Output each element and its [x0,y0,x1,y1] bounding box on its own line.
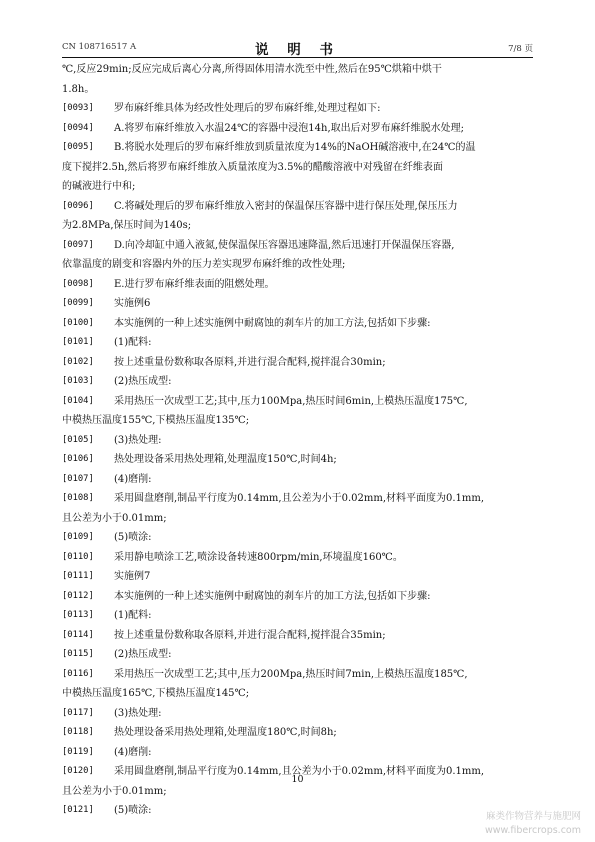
paragraph-text: 热处理设备采用热处理箱,处理温度180℃,时间8h; [114,727,337,738]
paragraph [62,704,530,724]
watermark-line: www.fibercrops.com [484,825,581,836]
paragraph-number: [0121] [62,805,94,815]
paragraph-text: 且公差为小于0.01mm; [62,785,167,797]
paragraph-number: [0093] [62,103,94,113]
paragraph-text: 按上述重量份数称取各原料,并进行混合配料,搅拌混合30min; [114,356,386,368]
document-body [62,60,530,821]
paragraph-number: [0106] [62,454,94,464]
paragraph-number: [0097] [62,239,94,250]
paragraph-number: [0113] [62,610,94,620]
paragraph [62,392,530,412]
continuation-line: 1.8h。 [62,83,95,95]
paragraph-text: 度下搅拌2.5h,然后将罗布麻纤维放入质量浓度为3.5%的醋酸溶液中对残留在纤维表面 [62,161,443,173]
paragraph [62,587,530,607]
paragraph-text: 采用静电喷涂工艺,喷涂设备转速800rpm/min,环境温度160℃。 [114,551,403,563]
paragraph-number: [0120] [62,766,94,776]
paragraph-number: [0099] [62,298,94,308]
paragraph-text: (2)热压成型: [114,649,172,660]
paragraph-text: 实施例6 [114,298,151,309]
paragraph [62,138,530,158]
paragraph-number: [0118] [62,727,94,737]
paragraph-text: 罗布麻纤维具体为经改性处理后的罗布麻纤维,处理过程如下: [114,103,381,114]
paragraph-number: [0100] [62,317,94,328]
paragraph-text: 热处理设备采用热处理箱,处理温度150℃,时间4h; [114,454,337,465]
paragraph [62,606,530,626]
paragraph-number: [0094] [62,122,94,133]
paragraph-text: 依靠温度的剧变和容器内外的压力差实现罗布麻纤维的改性处理; [62,259,346,270]
paragraph-number: [0111] [62,571,94,581]
paragraph-text: D.向冷却缸中通入液氮,使保温保压容器迅速降温,然后迅速打开保温保压容器, [114,239,455,251]
patent-number: CN 108716517 A [62,42,137,52]
paragraph-number: [0117] [62,707,94,718]
paragraph-text: E.进行罗布麻纤维表面的阻燃处理。 [114,278,275,290]
paragraph-text: C.将碱处理后的罗布麻纤维放入密封的保温保压容器中进行保压处理,保压压力 [114,200,458,212]
paragraph-text: 中模热压温度165℃,下模热压温度145℃; [62,688,250,699]
paragraph-number: [0109] [62,532,94,542]
paragraph-number: [0102] [62,356,94,367]
paragraph-text: 采用热压一次成型工艺;其中,压力100Mpa,热压时间6min,上模热压温度175℃, [114,395,468,407]
paragraph-continuation [62,216,530,236]
paragraph-number: [0098] [62,278,94,289]
paragraph-number: [0110] [62,551,94,562]
paragraph-continuation [62,177,530,197]
paragraph [62,489,530,509]
watermark-line: 麻类作物营养与施肥网 [485,811,581,822]
paragraph-text: A.将罗布麻纤维放入水温24℃的容器中浸泡14h,取出后对罗布麻纤维脱水处理; [114,122,465,134]
paragraph [62,665,530,685]
paragraph-text: 本实施例的一种上述实施例中耐腐蚀的刹车片的加工方法,包括如下步骤: [114,590,431,602]
paragraph-number: [0101] [62,337,94,347]
paragraph [62,197,530,217]
paragraph [62,528,530,548]
paragraph [62,314,530,334]
paragraph-number: [0119] [62,746,94,757]
paragraph-continuation [62,411,530,431]
paragraph-text: (1)配料: [114,610,152,621]
paragraph-text: 本实施例的一种上述实施例中耐腐蚀的刹车片的加工方法,包括如下步骤: [114,317,431,329]
paragraph-number: [0096] [62,200,94,211]
paragraph [62,275,530,295]
paragraph-text: B.将脱水处理后的罗布麻纤维放到质量浓度为14%的NaOH碱溶液中,在24℃的温 [114,142,476,153]
paragraph-text: 采用圆盘磨削,制品平行度为0.14mm,且公差为小于0.02mm,材料平面度为0.1mm, [114,493,485,504]
paragraph [62,801,530,821]
paragraph [62,119,530,139]
paragraph-text: (5)喷涂: [114,805,152,816]
paragraph-continuation [62,158,530,178]
paragraph [62,743,530,763]
paragraph [62,99,530,119]
paragraph [62,645,530,665]
paragraph-text: 采用圆盘磨削,制品平行度为0.14mm,且公差为小于0.02mm,材料平面度为0.1mm, [114,766,485,777]
paragraph-text: 且公差为小于0.01mm; [62,512,167,524]
paragraph-number: [0112] [62,590,94,601]
paragraph [62,567,530,587]
paragraph-number: [0107] [62,473,94,484]
paragraph-number: [0108] [62,493,94,503]
header-rule [62,57,533,58]
paragraph-continuation [62,509,530,529]
paragraph-text: 实施例7 [114,571,151,582]
paragraph-number: [0095] [62,142,94,152]
paragraph-number: [0105] [62,434,94,445]
paragraph-number: [0104] [62,395,94,406]
paragraph [62,470,530,490]
paragraph-text: 中模热压温度155℃,下模热压温度135℃; [62,415,250,426]
paragraph [62,294,530,314]
page-number: 10 [291,774,304,785]
paragraph-number: [0116] [62,668,94,679]
paragraph-text: 的碱液进行中和; [62,181,136,192]
paragraph-text: (3)热处理: [114,707,162,719]
paragraph-continuation [62,255,530,275]
paragraph-text: (3)热处理: [114,434,162,446]
paragraph-continuation [62,684,530,704]
paragraph [62,372,530,392]
site-watermark [485,810,581,838]
paragraph [62,548,530,568]
paragraph [62,333,530,353]
paragraph [62,236,530,256]
paragraph-text: (5)喷涂: [114,532,152,543]
paragraph-text: 按上述重量份数称取各原料,并进行混合配料,搅拌混合35min; [114,629,386,641]
paragraph-list [62,99,530,821]
paragraph-text: (4)磨削: [114,473,152,485]
page-indicator: 7/8 页 [508,44,533,54]
page-header [62,38,533,58]
paragraph-text: (4)磨削: [114,746,152,758]
paragraph [62,353,530,373]
paragraph-text: 采用热压一次成型工艺;其中,压力200Mpa,热压时间7min,上模热压温度185℃, [114,668,468,680]
paragraph-number: [0103] [62,376,94,386]
paragraph [62,723,530,743]
continuation-line: ℃,反应29min;反应完成后离心分离,所得固体用清水洗至中性,然后在95℃烘箱中烘干 [62,64,442,75]
paragraph [62,431,530,451]
paragraph-text: 为2.8MPa,保压时间为140s; [62,220,192,231]
paragraph-text: (2)热压成型: [114,376,172,387]
paragraph-number: [0114] [62,629,94,640]
paragraph-number: [0115] [62,649,94,659]
document-title: 说 明 书 [255,42,340,58]
paragraph [62,450,530,470]
paragraph-text: (1)配料: [114,337,152,348]
paragraph [62,626,530,646]
